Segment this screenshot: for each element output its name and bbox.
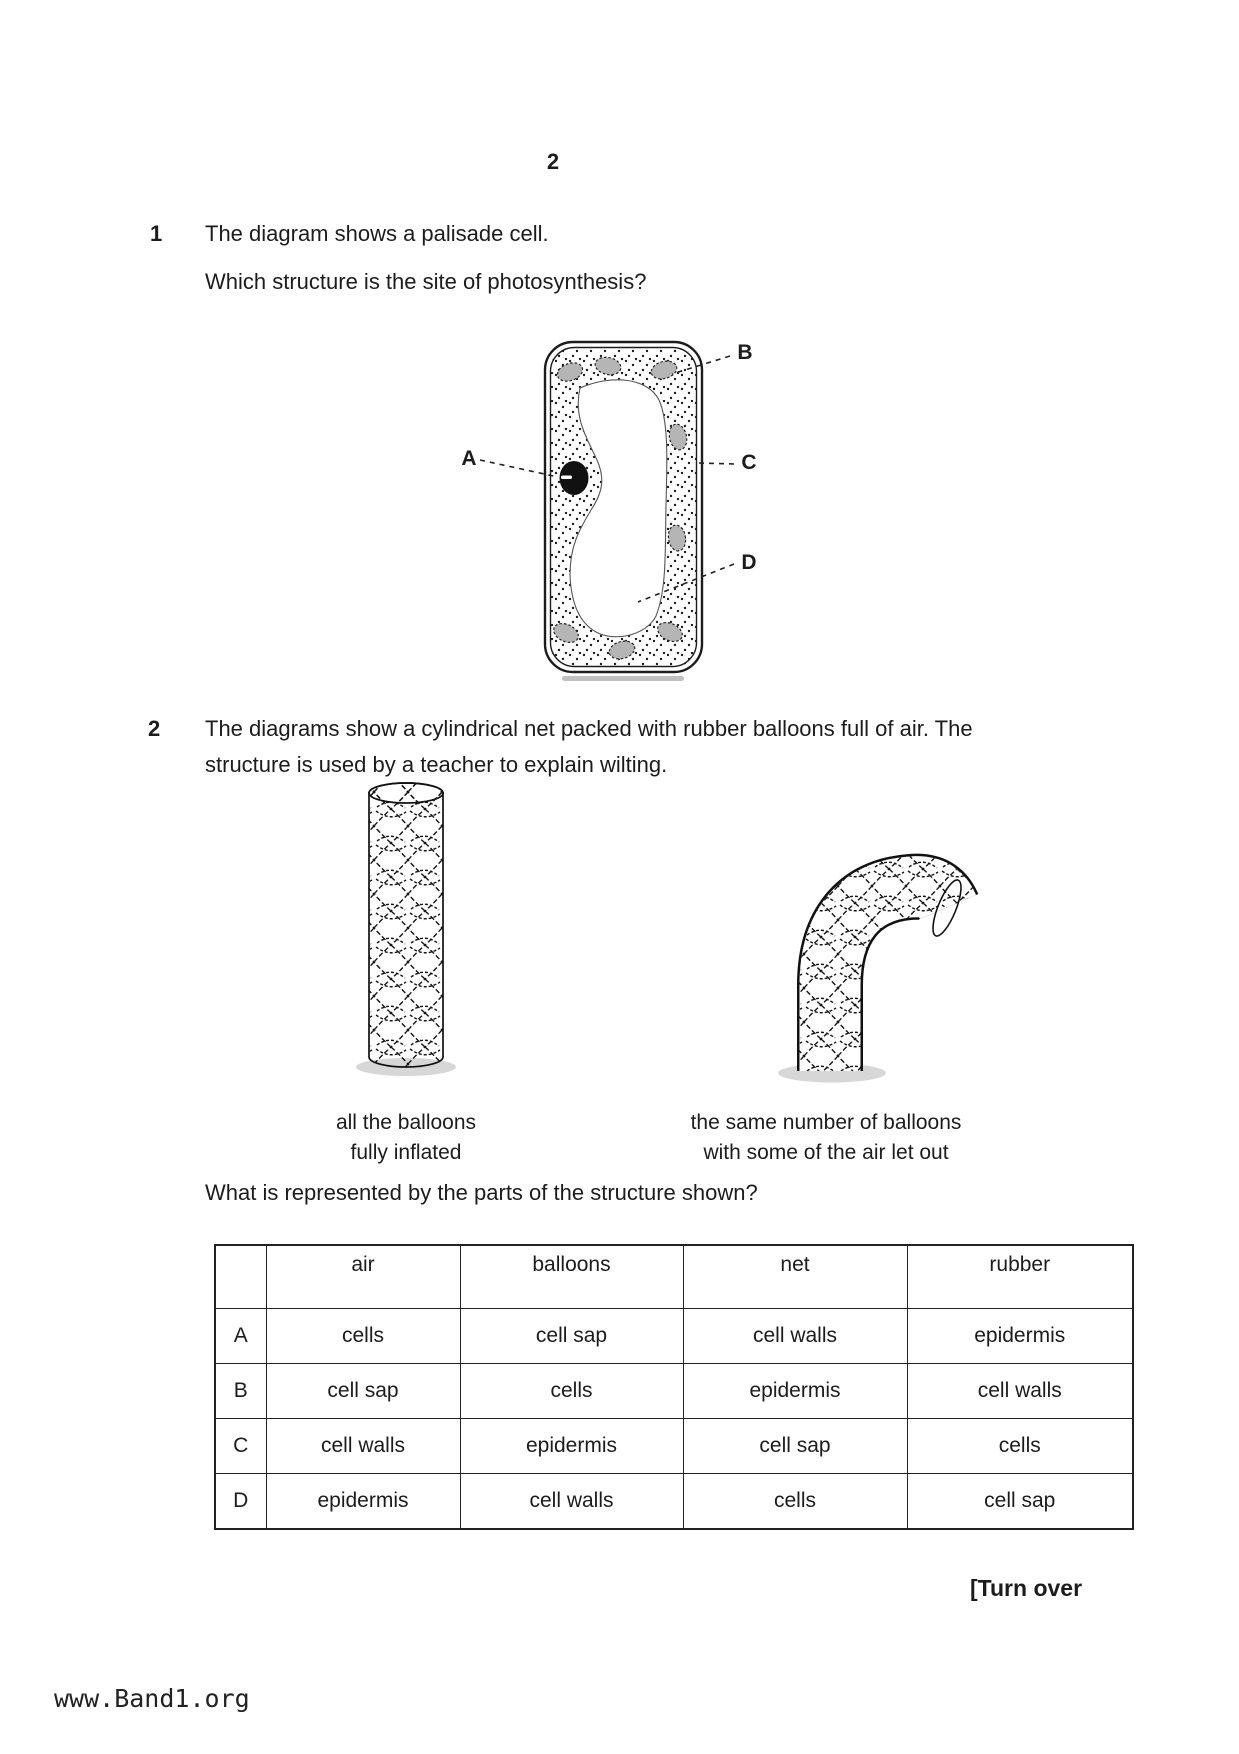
bent-tube <box>830 877 967 1071</box>
palisade-cell-diagram <box>400 330 780 690</box>
label-B-chloroplast: B <box>737 341 753 364</box>
nucleus-highlight <box>561 476 572 480</box>
net-cylinder-diagram <box>340 775 472 1085</box>
cell: cells <box>907 1419 1133 1474</box>
cell: epidermis <box>907 1309 1133 1364</box>
bent-net-diagram <box>770 835 990 1085</box>
header-rubber: rubber <box>907 1245 1133 1309</box>
table-row <box>215 1364 1133 1419</box>
row-letter: A <box>215 1309 266 1364</box>
question-2-text-line2: structure is used by a teacher to explain wilting. <box>205 752 668 777</box>
cell: cell walls <box>683 1309 907 1364</box>
answer-table <box>214 1244 1134 1530</box>
cell: cell walls <box>266 1419 460 1474</box>
table-header-row <box>215 1245 1133 1309</box>
cell: cell walls <box>460 1474 683 1530</box>
caption-left-line1: all the balloons <box>335 1111 477 1134</box>
cell: epidermis <box>683 1364 907 1419</box>
question-2-prompt: What is represented by the parts of the structure shown? <box>205 1180 758 1205</box>
question-1-text-line2: Which structure is the site of photosynthesis? <box>205 269 647 294</box>
header-corner <box>215 1245 266 1309</box>
footer-url: www.Band1.org <box>54 1684 250 1713</box>
header-air: air <box>266 1245 460 1309</box>
cell: cell sap <box>907 1474 1133 1530</box>
caption-right <box>666 1108 986 1168</box>
label-C-cell-wall: C <box>741 451 757 474</box>
row-letter: D <box>215 1474 266 1530</box>
table-row <box>215 1474 1133 1530</box>
cell: cells <box>683 1474 907 1530</box>
cylinder-top <box>369 783 443 803</box>
header-balloons: balloons <box>460 1245 683 1309</box>
page-number: 2 <box>546 149 560 174</box>
question-1-text-line1: The diagram shows a palisade cell. <box>205 221 549 246</box>
label-D-vacuole: D <box>741 551 757 574</box>
question-2-number: 2 <box>148 716 161 741</box>
cell: cell sap <box>683 1419 907 1474</box>
row-letter: C <box>215 1419 266 1474</box>
table-row <box>215 1419 1133 1474</box>
caption-left-line2: fully inflated <box>350 1141 462 1164</box>
cell-shadow <box>562 676 684 681</box>
row-letter: B <box>215 1364 266 1419</box>
cell: cells <box>266 1309 460 1364</box>
header-net: net <box>683 1245 907 1309</box>
cell: cell sap <box>460 1309 683 1364</box>
turn-over-note: [Turn over <box>970 1575 1083 1601</box>
cell: cell sap <box>266 1364 460 1419</box>
caption-right-line2: with some of the air let out <box>703 1141 949 1164</box>
cell: cells <box>460 1364 683 1419</box>
cell: epidermis <box>266 1474 460 1530</box>
question-2-text-line1: The diagrams show a cylindrical net packed with rubber balloons full of air. The <box>205 716 973 741</box>
caption-right-line1: the same number of balloons <box>690 1111 962 1134</box>
cylinder-body <box>369 783 443 1067</box>
label-A-nucleus: A <box>461 447 477 470</box>
caption-left <box>286 1108 526 1168</box>
cell: cell walls <box>907 1364 1133 1419</box>
cell: epidermis <box>460 1419 683 1474</box>
question-1-number: 1 <box>150 221 163 246</box>
table-row <box>215 1309 1133 1364</box>
